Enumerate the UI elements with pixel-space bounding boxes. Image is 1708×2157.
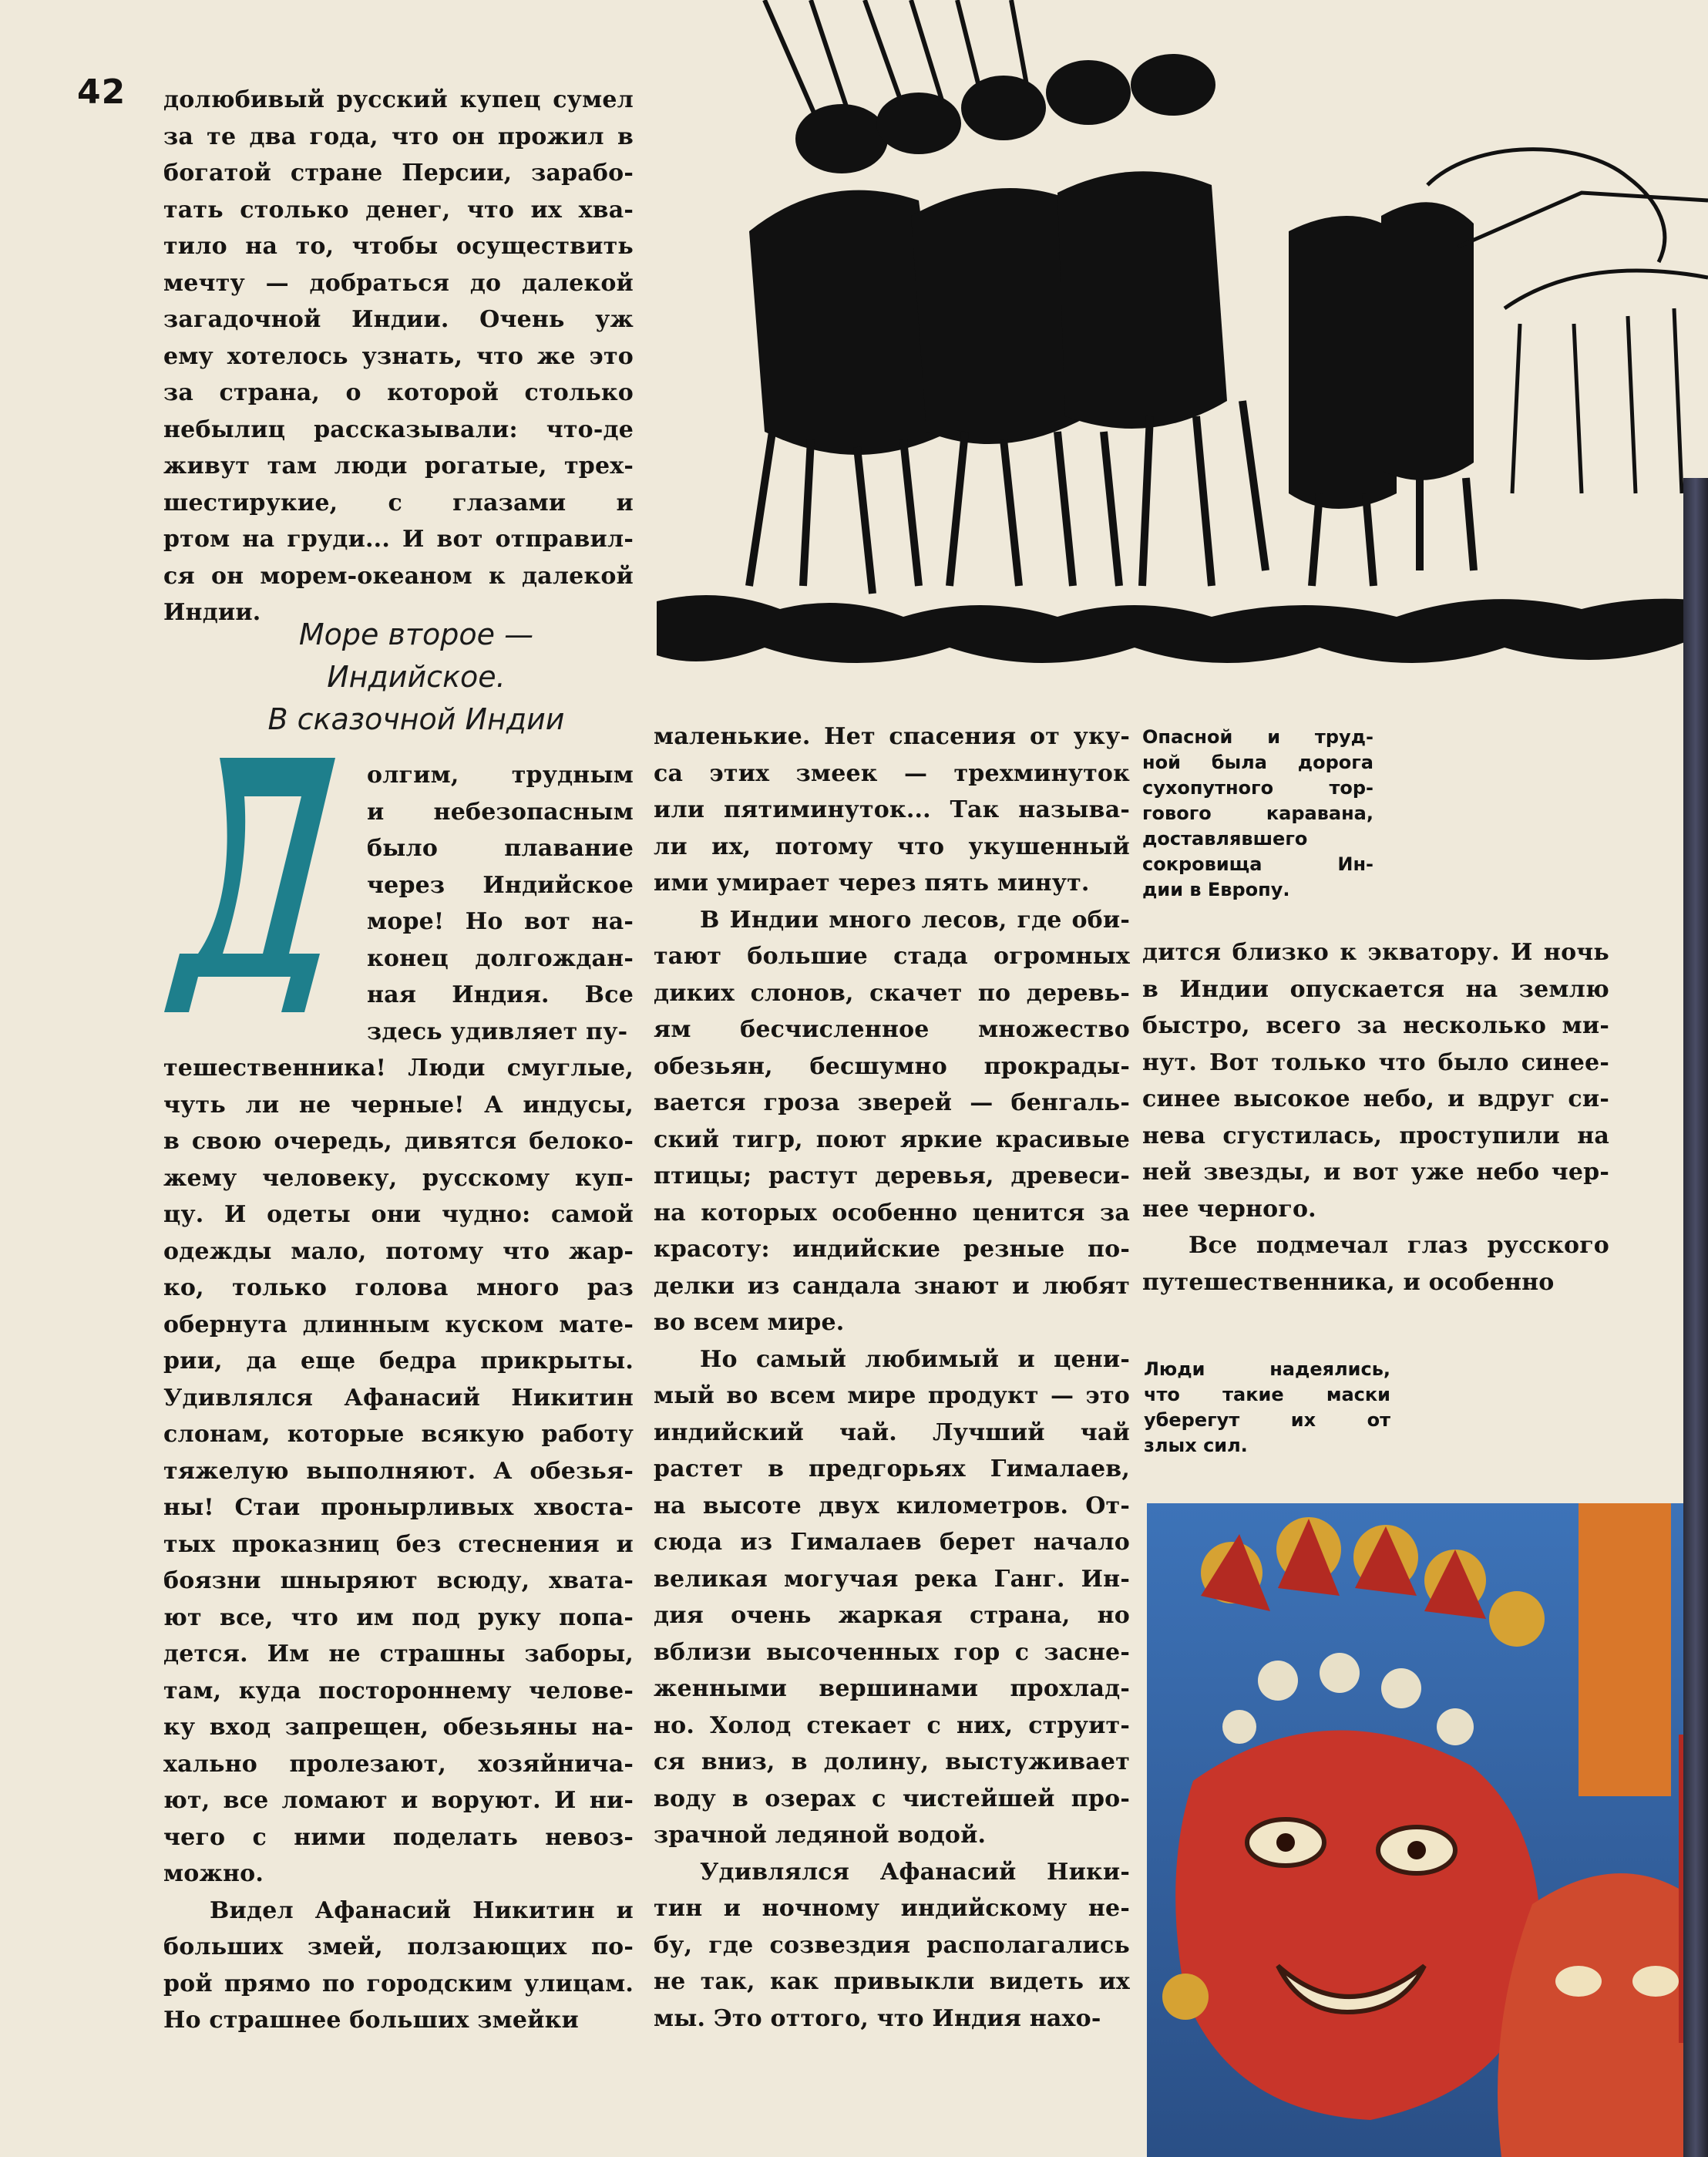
caption2-line: Люди надеялись, (1144, 1358, 1390, 1380)
col1_top-line: Индии. (163, 599, 261, 626)
col2_p3-line: вблизи высоченных гор с засне- (654, 1638, 1130, 1666)
col2_p2-line: вается гроза зверей — бенгаль- (654, 1089, 1130, 1116)
column-1-body (163, 1050, 634, 2039)
col1_top-line: небылиц рассказывали: что-де (163, 416, 634, 443)
col1-paragraph-2 (163, 1893, 634, 2039)
col1_top-line: живут там люди рогатые, трех- (163, 453, 634, 480)
col3_p1-line: нева сгустилась, проступили на (1142, 1122, 1609, 1149)
col3_p1-line: нут. Вот только что было синее- (1142, 1048, 1609, 1076)
col2_p1-line: маленькие. Нет спасения от уку- (654, 723, 1130, 750)
col2_p3-line: индийский чай. Лучший чай (654, 1418, 1130, 1446)
col2_p2-line: делки из сандала знают и любят (654, 1272, 1130, 1300)
masks-photo-drawing (1147, 1503, 1708, 2157)
col2_p4-line: тин и ночному индийскому не- (654, 1895, 1130, 1922)
col1_top-line: мечту — добраться до далекой (163, 269, 634, 297)
col1_top-line: ртом на груди... И вот отправил- (163, 526, 634, 553)
col2_p4-line: бу, где созвездия располагались (654, 1931, 1130, 1959)
caption-masks (1144, 1357, 1390, 1459)
col3-paragraph-2 (1142, 1227, 1609, 1301)
col2_p3-line: но. Холод стекает с них, струит- (654, 1711, 1130, 1739)
caption2-line: уберегут их от (1144, 1409, 1390, 1431)
col1_p2-line: больших змей, ползающих по- (163, 1933, 634, 1960)
col2-paragraph-4 (654, 1854, 1130, 2038)
col1_top-line: шестирукие, с глазами и (163, 489, 634, 517)
col1_body-line: ку вход запрещен, обезьяны на- (163, 1714, 634, 1741)
col1_top-line: загадочной Индии. Очень уж (163, 306, 634, 333)
dropcap-letter-de (158, 752, 355, 1014)
column-3 (1142, 934, 1609, 1301)
col1_body-line: ют, все ломают и воруют. И ни- (163, 1787, 634, 1814)
col1_body-line: можно. (163, 1860, 264, 1887)
col3_p1-line: дится близко к экватору. И ночь (1142, 939, 1609, 966)
col1_body-line: боязни шныряют всюду, хвата- (163, 1567, 634, 1594)
col3_p1-line: в Индии опускается на землю (1142, 975, 1609, 1003)
col2_p3-line: растет в предгорьях Гималаев, (654, 1455, 1130, 1482)
col1_dropcap_lines-line: и небезопасным (367, 798, 634, 826)
caption1-line: ной была дорога (1142, 752, 1373, 773)
col2_p1-line: са этих змеек — трехминуток (654, 759, 1130, 787)
col2_p2-line: тают большие стада огромных (654, 943, 1130, 970)
col1_body-line: ют все, что им под руку попа- (163, 1603, 634, 1631)
col3_p1-line: ней звезды, и вот уже небо чер- (1142, 1159, 1609, 1186)
col2_p2-line: птицы; растут деревья, древеси- (654, 1163, 1130, 1190)
col3-paragraph-1 (1142, 934, 1609, 1227)
col1_body-line: цу. И одеты они чудно: самой (163, 1201, 634, 1228)
col1_body-line: дется. Им не страшны заборы, (163, 1640, 634, 1667)
col1_top-line: тать столько денег, что их хва- (163, 196, 634, 224)
subhead-line-2: Индийское. (327, 660, 506, 694)
col1_dropcap_lines-line: было плавание (367, 835, 634, 862)
col1_body-line: ны! Стаи пронырливых хвоста- (163, 1494, 634, 1521)
col2_p2-line: во всем мире. (654, 1309, 845, 1336)
caravan-drawing (657, 0, 1708, 703)
col1_top-line: за страна, о которой столько (163, 379, 634, 406)
col2-paragraph-1 (654, 718, 1130, 902)
col2_p4-line: мы. Это оттого, что Индия нахо- (654, 2004, 1101, 2032)
column-1-intro (163, 82, 634, 631)
col2_p4-line: Удивлялся Афанасий Ники- (700, 1858, 1130, 1886)
masks-photo (1147, 1503, 1708, 2157)
subhead-line-1: Море второе — (298, 617, 534, 651)
col1-paragraph-1 (163, 1050, 634, 1893)
col2_p3-line: на высоте двух километров. От- (654, 1492, 1130, 1519)
col1_p2-line: Видел Афанасий Никитин и (210, 1896, 634, 1924)
col2_p1-line: ими умирает через пять минут. (654, 870, 1090, 897)
col2_p3-line: мый во всем мире продукт — это (654, 1382, 1130, 1409)
col2_p3-line: великая могучая река Ганг. Ин- (654, 1565, 1130, 1593)
col2_p3-line: ся вниз, в долину, выстуживает (654, 1748, 1130, 1775)
col2_p4-line: не так, как привыкли видеть их (654, 1968, 1130, 1995)
col2_p2-line: красоту: индийские резные по- (654, 1236, 1130, 1263)
caption2-line: что такие маски (1144, 1384, 1390, 1405)
col1_p2-line: Но страшнее больших змейки (163, 2007, 579, 2034)
column-2 (654, 718, 1130, 2037)
caption1-line: гового каравана, (1142, 803, 1373, 824)
col1_body-line: в свою очередь, дивятся белоко- (163, 1128, 634, 1155)
col2_p2-line: ский тигр, поют яркие красивые (654, 1126, 1130, 1153)
col1_body-line: чуть ли не черные! А индусы, (163, 1091, 634, 1119)
col1_body-line: обернута длинным куском мате- (163, 1311, 634, 1338)
col2-paragraph-3 (654, 1341, 1130, 1854)
col2_p3-line: зрачной ледяной водой. (654, 1822, 987, 1849)
col1_body-line: рии, да еще бедра прикрыты. (163, 1348, 634, 1375)
col1_body-line: тяжелую выполняют. А обезья- (163, 1457, 634, 1485)
col2-paragraph-2 (654, 902, 1130, 1341)
col3_p2-line: Все подмечал глаз русского (1189, 1232, 1609, 1259)
caravan-illustration (657, 0, 1708, 703)
col1_top-line: тило на то, чтобы осуществить (163, 233, 634, 260)
col1_dropcap_lines-line: через Индийское (367, 871, 634, 899)
caption1-line: дии в Европу. (1142, 879, 1290, 900)
col1_top-line: долюбивый русский купец сумел (163, 86, 634, 113)
caption1-line: доставлявшего (1142, 828, 1308, 850)
page-number: 42 (77, 72, 126, 112)
col1_p2-line: рой прямо по городским улицам. (163, 1970, 634, 1997)
col3_p1-line: быстро, всего за несколько ми- (1142, 1012, 1609, 1039)
col3_p1-line: нее черного. (1142, 1195, 1316, 1223)
col1_body-line: тых проказниц без стеснения и (163, 1530, 634, 1558)
col1_body-line: жему человеку, русскому куп- (163, 1164, 634, 1192)
col2_p3-line: сюда из Гималаев берет начало (654, 1529, 1130, 1556)
col2_p2-line: ям бесчисленное множество (654, 1016, 1130, 1043)
col1_top-line: ся он морем-океаном к далекой (163, 562, 634, 590)
col1_top-line: богатой стране Персии, зарабо- (163, 160, 634, 187)
col1_top-line: ему хотелось узнать, что же это (163, 342, 634, 370)
col3_p2-line: путешественника, и особенно (1142, 1268, 1555, 1296)
col1_dropcap_lines-line: конец долгождан- (367, 944, 634, 972)
subhead-line-3: В сказочной Индии (267, 702, 565, 736)
col2_p3-line: воду в озерах с чистейшей про- (654, 1785, 1130, 1812)
col2_p1-line: или пятиминуток... Так называ- (654, 796, 1130, 823)
col1_dropcap_lines-line: олгим, трудным (367, 762, 634, 789)
col1_dropcap_lines-line: море! Но вот на- (367, 908, 634, 935)
col1_body-line: ко, только голова много раз (163, 1274, 634, 1301)
col2_p3-line: дия очень жаркая страна, но (654, 1602, 1130, 1629)
col1_body-line: чего с ними поделать невоз- (163, 1823, 634, 1851)
col2_p2-line: обезьян, бесшумно прокрады- (654, 1052, 1130, 1080)
col1_body-line: одежды мало, потому что жар- (163, 1237, 634, 1265)
col2_p2-line: на которых особенно ценится за (654, 1199, 1130, 1227)
section-subheading (170, 614, 663, 741)
col2_p1-line: ли их, потому что укушенный (654, 833, 1130, 860)
col2_p3-line: женными вершинами прохлад- (654, 1675, 1130, 1702)
col2_p3-line: Но самый любимый и цени- (700, 1345, 1130, 1373)
col3_p1-line: синее высокое небо, и вдруг си- (1142, 1085, 1609, 1112)
page-edge-strip (1683, 478, 1708, 2157)
caption2-line: злых сил. (1144, 1435, 1248, 1456)
col2_p2-line: В Индии много лесов, где оби- (700, 906, 1130, 934)
caption1-line: сухопутного тор- (1142, 777, 1373, 799)
col1_body-line: там, куда постороннему челове- (163, 1677, 634, 1704)
col1_body-line: тешественника! Люди смуглые, (163, 1055, 634, 1082)
col1_body-line: хально пролезают, хозяйнича- (163, 1750, 634, 1778)
col1_body-line: Удивлялся Афанасий Никитин (163, 1384, 634, 1412)
caption-caravan (1142, 725, 1373, 903)
column-1-dropcap-lines (367, 757, 634, 1050)
col2_p2-line: диких слонов, скачет по деревь- (654, 979, 1130, 1007)
caption1-line: Опасной и труд- (1142, 726, 1373, 748)
col1_top-line: за те два года, что он прожил в (163, 123, 634, 150)
col1_dropcap_lines-line: здесь удивляет пу- (367, 1018, 628, 1045)
col1_body-line: слонам, которые всякую работу (163, 1421, 634, 1448)
col1_dropcap_lines-line: ная Индия. Все (367, 981, 634, 1008)
caption1-line: сокровища Ин- (1142, 853, 1373, 875)
